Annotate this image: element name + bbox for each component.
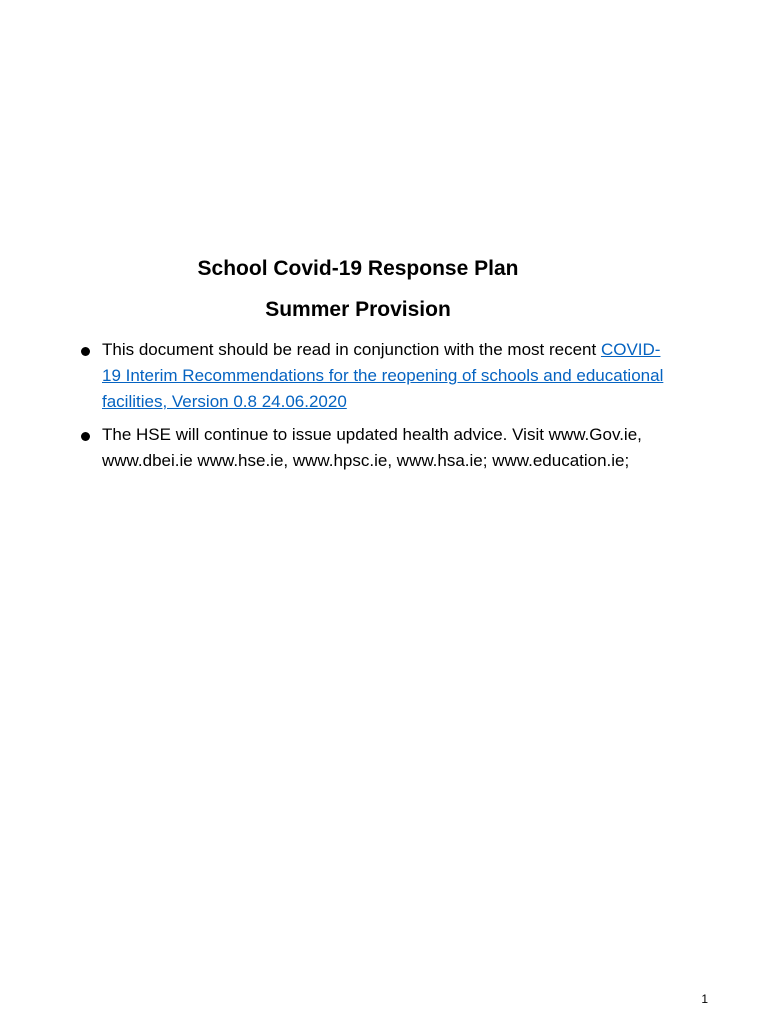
list-item [78, 422, 678, 474]
bullet-list [78, 337, 678, 481]
bullet-icon [81, 432, 90, 441]
bullet-text: The HSE will continue to issue updated health advice. Visit www.Gov.ie, www.dbei.ie www.hse.ie, www.hpsc.ie, www.hsa.ie; www.education.ie; [102, 425, 642, 470]
page-subtitle: Summer Provision [265, 298, 451, 321]
covid-recommendations-link[interactable]: COVID-19 Interim Recommendations for the reopening of schools and educational facilities, Version 0.8 24.06.2020 [102, 340, 664, 411]
page-title: School Covid-19 Response Plan [197, 257, 519, 280]
list-item [78, 337, 678, 415]
page-number: 1 [701, 992, 708, 1006]
bullet-text: This document should be read in conjunction with the most recent [102, 340, 601, 359]
bullet-icon [81, 347, 90, 356]
